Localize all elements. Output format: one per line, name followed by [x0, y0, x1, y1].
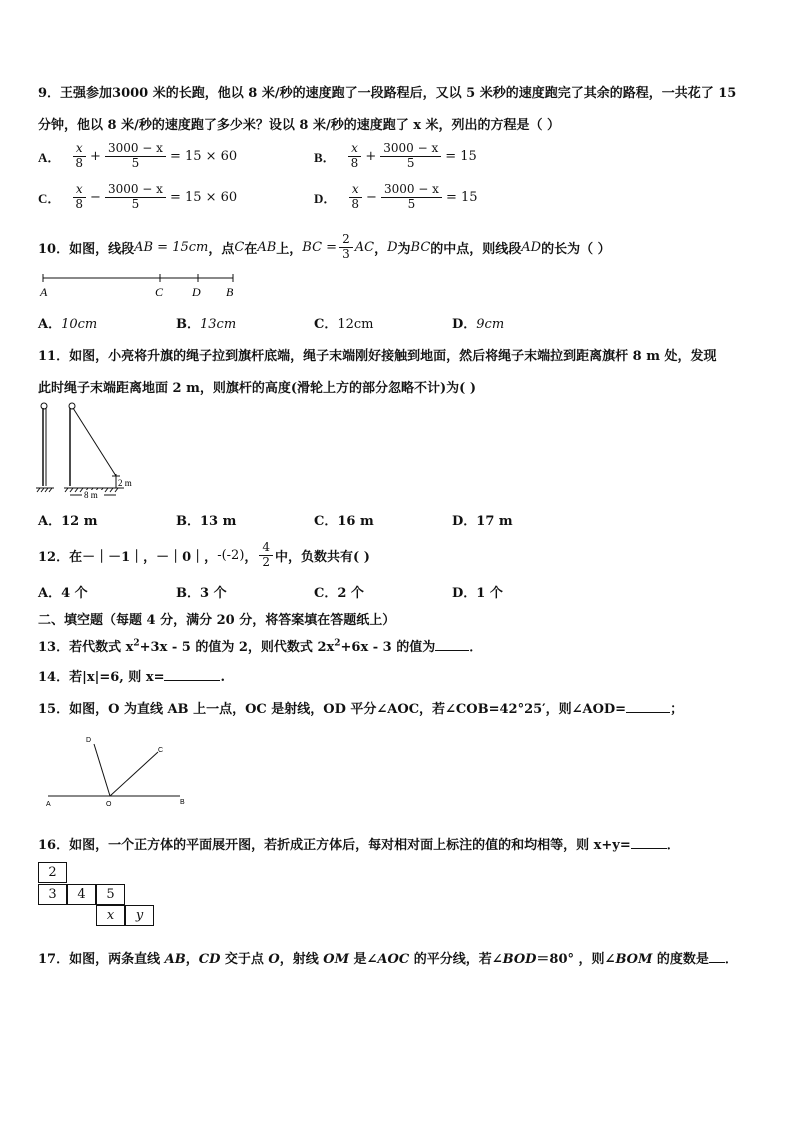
q15-angle-figure	[40, 730, 200, 810]
section-title: 二、填空题（每题 4 分，满分 20 分，将答案填在答题纸上）	[38, 613, 396, 628]
net-cell: y	[125, 905, 154, 926]
fraction: $\frac{4}{2}$	[259, 541, 273, 570]
answer-blank[interactable]	[626, 712, 670, 713]
q15-stem: 15．如图，O 为直线 AB 上一点，OC 是射线，OD 平分∠AOC，若∠COB=42°25′，则∠AOD= ；	[38, 702, 684, 717]
q9-stem-line2: 分钟，他以 8 米/秒的速度跑了多少米？设以 8 米/秒的速度跑了 x 米，列出的方程是（ ）	[38, 118, 561, 133]
net-cell: 2	[38, 862, 67, 883]
q12-option-d[interactable]: D．1 个	[452, 586, 503, 601]
q10-option-d[interactable]: D．9cm	[452, 317, 505, 332]
label-2m: 2 m	[118, 478, 132, 488]
answer-blank[interactable]	[631, 848, 667, 849]
label-b: B	[180, 799, 185, 806]
q9-stem-line1: 9．王强参加3000 米的长跑，他以 8 米/秒的速度跑了一段路程后，又以 5 米秒的速度跑完了其余的路程，一共花了 15	[38, 86, 737, 101]
label-d: D	[86, 737, 92, 744]
q10-option-c[interactable]: C．12cm	[314, 317, 374, 332]
point-d-label: D	[192, 285, 201, 299]
net-cell: x	[96, 905, 125, 926]
net-cell: 4	[67, 884, 96, 905]
net-cell: 5	[96, 884, 125, 905]
q11-option-a[interactable]: A．12 m	[38, 514, 98, 529]
q11-stem-line2: 此时绳子末端距离地面 2 m，则旗杆的高度(滑轮上方的部分忽略不计)为( )	[38, 381, 476, 396]
label-a: A	[46, 801, 51, 808]
q11-option-b[interactable]: B．13 m	[176, 514, 237, 529]
point-a-label: A	[40, 285, 48, 299]
label-8m: 8 m	[84, 490, 98, 500]
q11-option-c[interactable]: C．16 m	[314, 514, 374, 529]
fraction: $\frac{x}{8}$	[348, 183, 362, 212]
point-c-label: C	[155, 285, 164, 299]
q10-segment-figure	[38, 268, 248, 302]
q11-option-d[interactable]: D．17 m	[452, 514, 513, 529]
q11-flagpole-figure	[34, 400, 134, 500]
fraction: $\frac{3000 - x}{5}$	[105, 142, 166, 171]
answer-blank[interactable]	[709, 962, 725, 963]
q14-stem: 14．若|x|=6, 则 x= .	[38, 670, 226, 685]
q13-stem: 13．若代数式 $x^2+3x - 5$ 的值为 2，则代数式 $2x^2+6x - 3$ 的值为 ．	[38, 638, 483, 655]
label-c: C	[158, 747, 164, 754]
q16-cube-net	[38, 862, 158, 942]
q12-option-b[interactable]: B．3 个	[176, 586, 227, 601]
q12-stem: 12．在－｜－1｜，－｜0｜， -(-2) ， $\frac{4}{2}$ 中，负数共有( )	[38, 540, 370, 569]
q10-stem: 10．如图，线段 AB = 15cm ，点 C 在 AB 上， BC = $\frac{2}{3}$ AC ， D 为 BC 的中点，则线段 AD 的长为（ ）	[38, 232, 611, 261]
label-o: O	[106, 801, 112, 808]
fraction: $\frac{3000 - x}{5}$	[380, 142, 441, 171]
fraction: $\frac{3000 - x}{5}$	[381, 183, 442, 212]
fraction: $\frac{x}{8}$	[72, 142, 86, 171]
fraction: $\frac{2}{3}$	[339, 233, 353, 262]
q17-stem: 17．如图，两条直线 AB，CD 交于点 O，射线 OM 是∠AOC 的平分线，若∠BOD＝80° ，则∠BOM 的度数是 ．	[38, 952, 738, 967]
q16-stem: 16．如图，一个正方体的平面展开图，若折成正方体后，每对相对面上标注的值的和均相等，则 x+y= ．	[38, 838, 680, 853]
q9-option-c[interactable]: C． $\frac{x}{8}$ − $\frac{3000 - x}{5}$ = 15 × 60	[38, 182, 238, 211]
q12-option-a[interactable]: A．4 个	[38, 586, 88, 601]
q9-option-a[interactable]: A． $\frac{x}{8}$ + $\frac{3000 - x}{5}$ = 15 × 60	[38, 141, 238, 170]
fraction: $\frac{3000 - x}{5}$	[105, 183, 166, 212]
fraction: $\frac{x}{8}$	[72, 183, 86, 212]
net-cell: 3	[38, 884, 67, 905]
q11-stem-line1: 11．如图，小亮将升旗的绳子拉到旗杆底端，绳子末端刚好接触到地面，然后将绳子末端拉到距离旗杆 8 m 处，发现	[38, 349, 717, 364]
q10-option-b[interactable]: B．13cm	[176, 317, 237, 332]
point-b-label: B	[226, 285, 234, 299]
q10-option-a[interactable]: A．10cm	[38, 317, 98, 332]
fraction: $\frac{x}{8}$	[348, 142, 362, 171]
q12-option-c[interactable]: C．2 个	[314, 586, 364, 601]
q9-option-d[interactable]: D． $\frac{x}{8}$ − $\frac{3000 - x}{5}$ = 15	[314, 182, 478, 211]
answer-blank[interactable]	[435, 650, 469, 651]
q9-option-b[interactable]: B． $\frac{x}{8}$ + $\frac{3000 - x}{5}$ = 15	[314, 141, 477, 170]
answer-blank[interactable]	[164, 680, 220, 681]
